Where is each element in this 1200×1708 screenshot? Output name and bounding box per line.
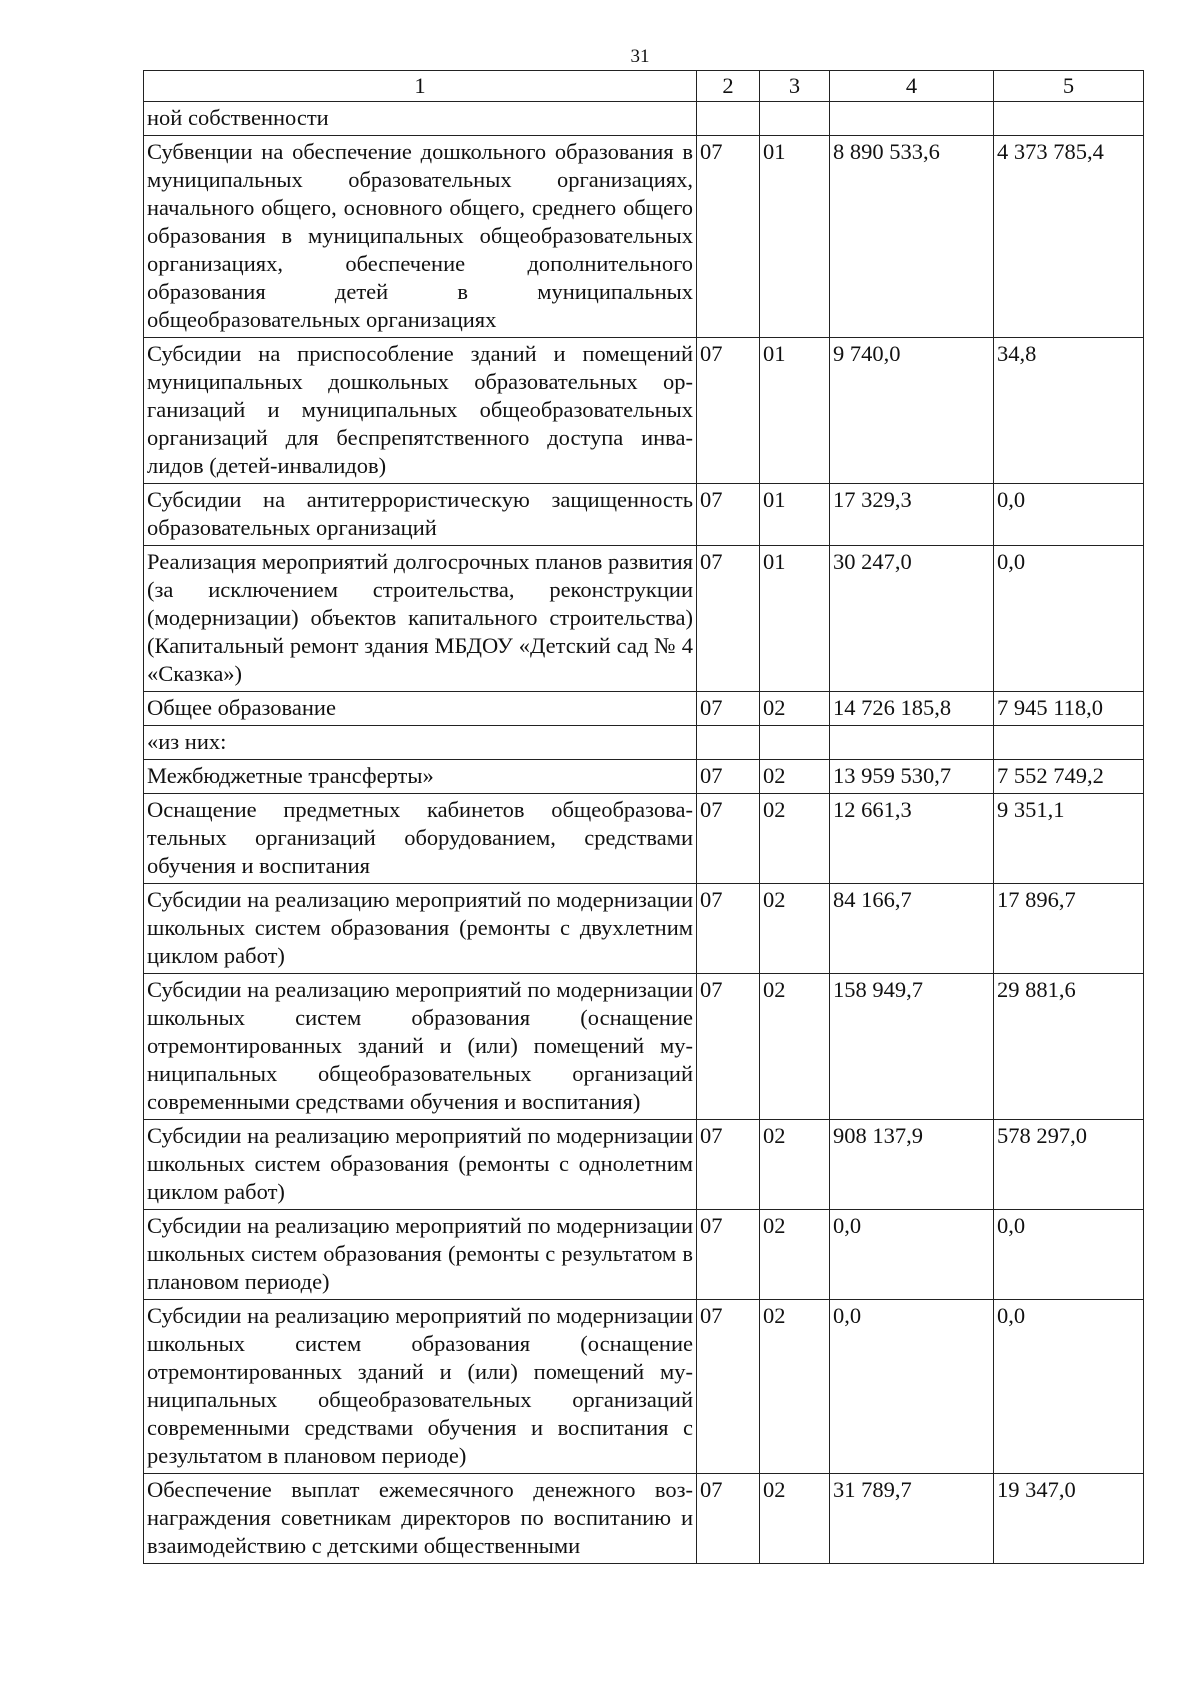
row-subsection: 02 (760, 1474, 830, 1564)
row-amount-col5: 0,0 (994, 546, 1144, 692)
table-row (144, 1210, 1144, 1300)
row-name: «из них: (144, 726, 697, 760)
row-section: 07 (697, 794, 760, 884)
budget-table (143, 70, 1144, 1564)
row-name: Межбюджетные трансферты» (144, 760, 697, 794)
row-amount-col5 (994, 102, 1144, 136)
row-amount-col4: 17 329,3 (830, 484, 994, 546)
row-amount-col4: 14 726 185,8 (830, 692, 994, 726)
row-amount-col4: 84 166,7 (830, 884, 994, 974)
row-amount-col5: 19 347,0 (994, 1474, 1144, 1564)
row-amount-col4: 8 890 533,6 (830, 136, 994, 338)
row-section: 07 (697, 692, 760, 726)
header-col-5: 5 (994, 71, 1144, 102)
row-name: Субсидии на реализацию мероприятий по модернизации школьных систем образования (оснащение отремонтированных зданий и (или) помещений муниципальных общеобразовательных организаций современными средствами обучения и воспитания) (144, 974, 697, 1120)
row-subsection: 01 (760, 136, 830, 338)
row-name: Субсидии на приспособление зданий и помещений муниципальных дошкольных образовательных организаций и муниципальных общеобразовательных организаций для беспрепятственного доступа инвалидов (детей-инвалидов) (144, 338, 697, 484)
row-amount-col5: 7 552 749,2 (994, 760, 1144, 794)
row-name: Оснащение предметных кабинетов общеобразовательных организаций оборудованием, средствами обучения и воспитания (144, 794, 697, 884)
table-row (144, 338, 1144, 484)
table-row (144, 1120, 1144, 1210)
table-row (144, 484, 1144, 546)
row-name: Субсидии на реализацию мероприятий по модернизации школьных систем образования (ремонты с результатом в плановом периоде) (144, 1210, 697, 1300)
row-subsection: 02 (760, 974, 830, 1120)
row-amount-col4: 0,0 (830, 1210, 994, 1300)
table-row (144, 726, 1144, 760)
row-subsection: 01 (760, 484, 830, 546)
row-amount-col5: 29 881,6 (994, 974, 1144, 1120)
row-subsection: 01 (760, 546, 830, 692)
header-col-4: 4 (830, 71, 994, 102)
row-section: 07 (697, 136, 760, 338)
page-number: 31 (630, 46, 650, 67)
row-subsection: 02 (760, 692, 830, 726)
row-subsection: 02 (760, 1300, 830, 1474)
table-row (144, 1300, 1144, 1474)
row-subsection: 02 (760, 1120, 830, 1210)
row-amount-col4: 9 740,0 (830, 338, 994, 484)
row-section: 07 (697, 1474, 760, 1564)
row-name: Субсидии на реализацию мероприятий по модернизации школьных систем образования (оснащение отремонтированных зданий и (или) помещений муниципальных общеобразовательных организаций современными средствами обучения и воспитания с результатом в плановом периоде) (144, 1300, 697, 1474)
row-amount-col4: 13 959 530,7 (830, 760, 994, 794)
table-row (144, 692, 1144, 726)
row-name: Субсидии на антитеррористическую защищенность образовательных организаций (144, 484, 697, 546)
table-row (144, 884, 1144, 974)
row-amount-col4: 908 137,9 (830, 1120, 994, 1210)
row-name: Субсидии на реализацию мероприятий по модернизации школьных систем образования (ремонты с двухлетним циклом работ) (144, 884, 697, 974)
row-amount-col5: 9 351,1 (994, 794, 1144, 884)
row-subsection: 02 (760, 1210, 830, 1300)
row-amount-col4: 158 949,7 (830, 974, 994, 1120)
row-section: 07 (697, 974, 760, 1120)
row-subsection: 02 (760, 884, 830, 974)
row-section (697, 726, 760, 760)
row-section: 07 (697, 1210, 760, 1300)
row-amount-col5: 4 373 785,4 (994, 136, 1144, 338)
row-name: Реализация мероприятий долгосрочных планов развития (за исключением строительства, реконструкции (модернизации) объектов капитального строительства) (Капитальный ремонт здания МБДОУ «Детский сад № 4 «Сказка») (144, 546, 697, 692)
row-section: 07 (697, 546, 760, 692)
row-name: Общее образование (144, 692, 697, 726)
row-subsection (760, 726, 830, 760)
row-amount-col5 (994, 726, 1144, 760)
row-amount-col5: 0,0 (994, 1300, 1144, 1474)
header-row (144, 71, 1144, 102)
row-name: Обеспечение выплат ежемесячного денежного вознаграждения советникам директоров по воспитанию и взаимодействию с детскими общественными (144, 1474, 697, 1564)
row-section: 07 (697, 338, 760, 484)
row-amount-col4: 0,0 (830, 1300, 994, 1474)
row-amount-col5: 0,0 (994, 484, 1144, 546)
table-row (144, 136, 1144, 338)
row-amount-col4 (830, 726, 994, 760)
row-amount-col4: 31 789,7 (830, 1474, 994, 1564)
row-amount-col5: 578 297,0 (994, 1120, 1144, 1210)
row-section: 07 (697, 1120, 760, 1210)
table-row (144, 1474, 1144, 1564)
row-amount-col4: 12 661,3 (830, 794, 994, 884)
row-name: Субвенции на обеспечение дошкольного образования в муниципальных образовательных организациях, начального общего, основного общего, среднего общего образования в муниципальных общеобразовательных организациях, обеспечение дополнительного образования детей в муниципальных общеобразовательных организациях (144, 136, 697, 338)
row-subsection: 02 (760, 794, 830, 884)
header-col-2: 2 (697, 71, 760, 102)
header-col-3: 3 (760, 71, 830, 102)
row-amount-col4 (830, 102, 994, 136)
table-row (144, 102, 1144, 136)
row-amount-col5: 7 945 118,0 (994, 692, 1144, 726)
row-amount-col4: 30 247,0 (830, 546, 994, 692)
row-subsection (760, 102, 830, 136)
row-section (697, 102, 760, 136)
row-section: 07 (697, 760, 760, 794)
row-section: 07 (697, 884, 760, 974)
table-row (144, 546, 1144, 692)
row-subsection: 01 (760, 338, 830, 484)
row-amount-col5: 17 896,7 (994, 884, 1144, 974)
row-subsection: 02 (760, 760, 830, 794)
row-section: 07 (697, 1300, 760, 1474)
table-row (144, 760, 1144, 794)
row-amount-col5: 0,0 (994, 1210, 1144, 1300)
table-row (144, 974, 1144, 1120)
table-row (144, 794, 1144, 884)
row-section: 07 (697, 484, 760, 546)
header-col-1: 1 (144, 71, 697, 102)
row-name: ной собственности (144, 102, 697, 136)
row-amount-col5: 34,8 (994, 338, 1144, 484)
row-name: Субсидии на реализацию мероприятий по модернизации школьных систем образования (ремонты с однолетним циклом работ) (144, 1120, 697, 1210)
